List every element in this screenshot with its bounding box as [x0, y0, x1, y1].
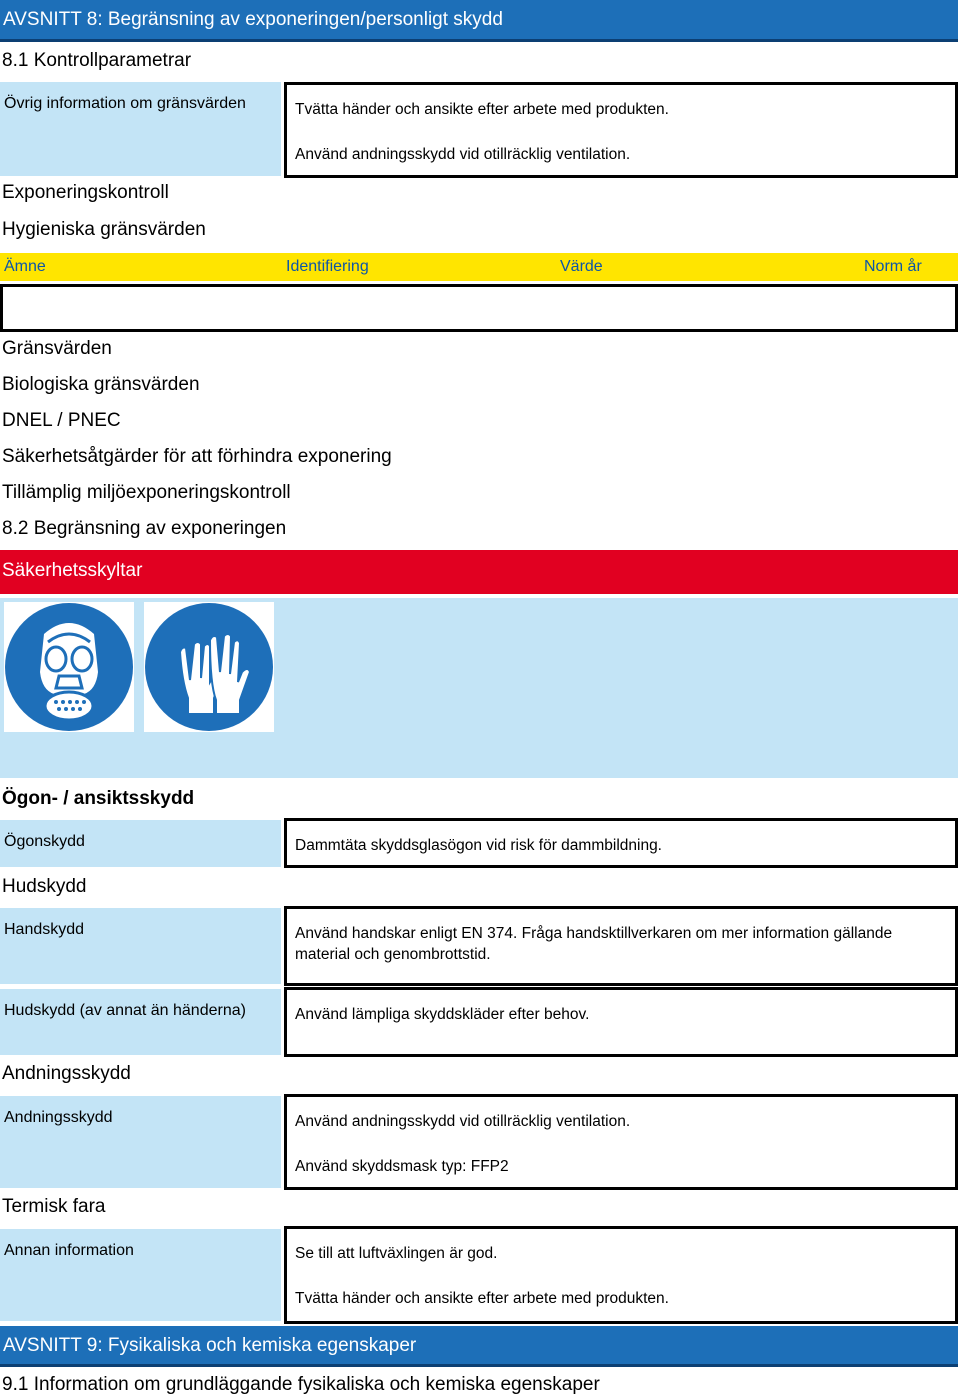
respiratory-value: [284, 1094, 958, 1190]
eye-protection-label: Ögonskydd: [0, 820, 281, 867]
respiratory-line-1: Använd andningsskydd vid otillräcklig ventilation.: [295, 1113, 631, 1130]
pictogram-panel: [0, 598, 958, 778]
subsection-8-2: 8.2 Begränsning av exponeringen: [2, 518, 287, 539]
safety-measures-heading: Säkerhetsåtgärder för att förhindra exponering: [2, 446, 392, 467]
subsection-9-1: 9.1 Information om grundläggande fysikaliska och kemiska egenskaper: [2, 1374, 600, 1395]
limits-table-empty-row: [0, 284, 958, 332]
section-8-header: AVSNITT 8: Begränsning av exponeringen/personligt skydd: [0, 0, 958, 42]
other-limits-value: [284, 82, 958, 178]
other-info-line-2: Tvätta händer och ansikte efter arbete med produkten.: [295, 1290, 669, 1307]
eye-protection-value: [284, 818, 958, 868]
other-limits-line-1: Tvätta händer och ansikte efter arbete med produkten.: [295, 101, 669, 118]
respiratory-label: Andningsskydd: [0, 1096, 281, 1188]
hygiene-limits-heading: Hygieniska gränsvärden: [2, 219, 206, 240]
other-limits-label: Övrig information om gränsvärden: [0, 82, 281, 176]
eye-protection-line-1: Dammtäta skyddsglasögon vid risk för dammbildning.: [295, 837, 662, 854]
protective-gloves-icon: [144, 602, 274, 732]
safety-signs-header: Säkerhetsskyltar: [0, 550, 958, 594]
section-9-header: AVSNITT 9: Fysikaliska och kemiska egenskaper: [0, 1326, 958, 1367]
other-limits-line-2: Använd andningsskydd vid otillräcklig ventilation.: [295, 146, 631, 163]
eye-face-heading: Ögon- / ansiktsskydd: [2, 788, 195, 809]
limits-heading: Gränsvärden: [2, 338, 112, 359]
hand-protection-line-1: Använd handskar enligt EN 374. Fråga handsktillverkaren om mer information gällande material och genombrottstid.: [295, 925, 893, 963]
env-control-heading: Tillämplig miljöexponeringskontroll: [2, 482, 291, 503]
col-substance: Ämne: [4, 258, 46, 275]
respiratory-line-2: Använd skyddsmask typ: FFP2: [295, 1158, 509, 1175]
thermal-hazard-heading: Termisk fara: [2, 1196, 106, 1217]
other-info-label: Annan information: [0, 1229, 281, 1321]
col-value: Värde: [560, 258, 603, 275]
gas-mask-icon: [4, 602, 134, 732]
respiratory-heading: Andningsskydd: [2, 1063, 131, 1084]
bio-limits-heading: Biologiska gränsvärden: [2, 374, 200, 395]
body-protection-line-1: Använd lämpliga skyddskläder efter behov.: [295, 1006, 590, 1023]
other-info-value: [284, 1226, 958, 1324]
subsection-8-1: 8.1 Kontrollparametrar: [2, 50, 192, 71]
col-identification: Identifiering: [286, 258, 369, 275]
body-protection-value: [284, 987, 958, 1057]
body-protection-label: Hudskydd (av annat än händerna): [0, 989, 281, 1055]
hand-protection-label: Handskydd: [0, 908, 281, 984]
limits-table-header: [0, 253, 958, 281]
dnel-pnec-heading: DNEL / PNEC: [2, 410, 121, 431]
col-norm-year: Norm år: [864, 258, 922, 275]
exposure-control-heading: Exponeringskontroll: [2, 182, 169, 203]
hand-protection-value: [284, 906, 958, 986]
other-info-line-1: Se till att luftväxlingen är god.: [295, 1245, 498, 1262]
skin-heading: Hudskydd: [2, 876, 87, 897]
